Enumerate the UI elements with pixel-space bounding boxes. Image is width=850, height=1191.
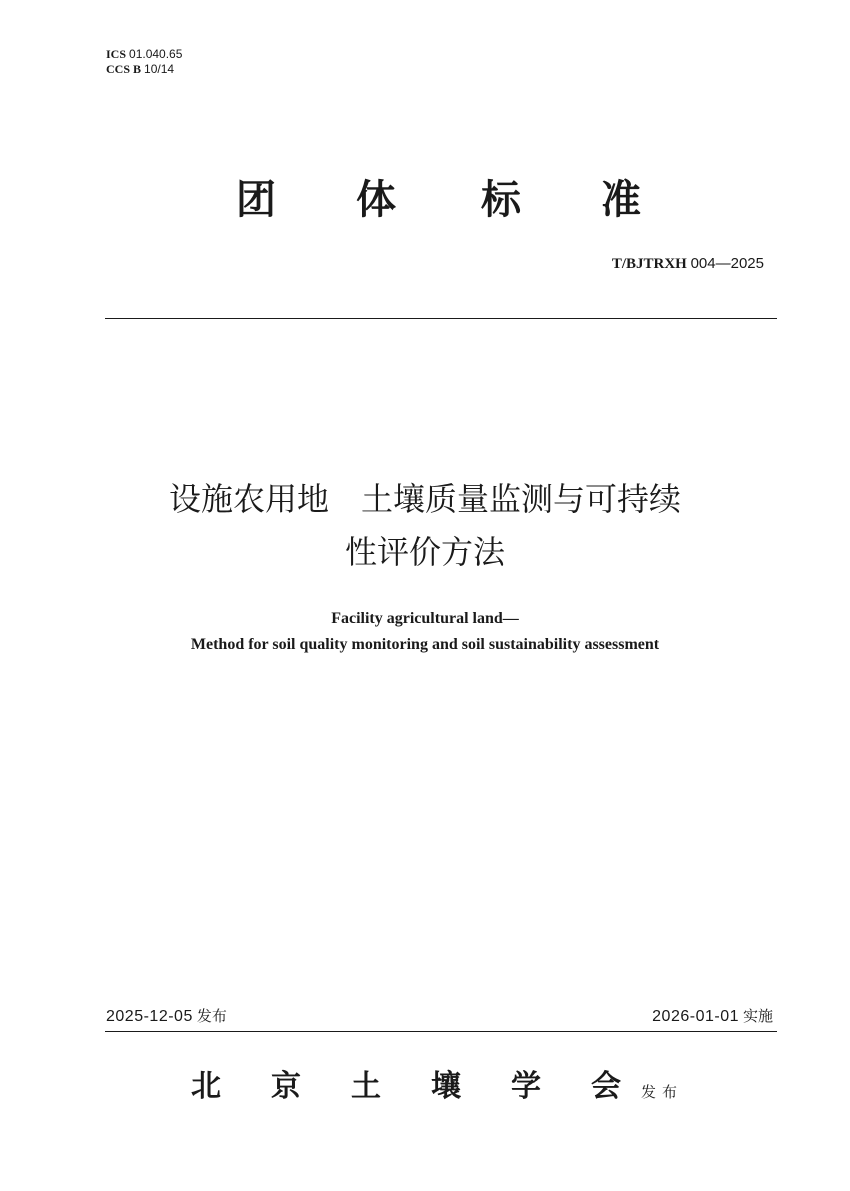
classification-codes (106, 47, 182, 77)
ics-code: 01.040.65 (129, 47, 183, 61)
standard-type-char: 标 (481, 177, 521, 223)
footer-divider (105, 1031, 777, 1032)
standard-type-heading (0, 172, 850, 232)
publisher-char: 会 (591, 1069, 621, 1104)
ccs-label: CCS B (106, 62, 142, 76)
standard-number-value: 004—2025 (690, 255, 764, 272)
english-title-line-1: Facility agricultural land— (331, 610, 519, 627)
chinese-title-line-2: 性评价方法 (344, 533, 505, 571)
standard-type-char: 团 (236, 177, 276, 223)
implementation-date-value: 2026-01-01 (652, 1008, 739, 1025)
standard-number-prefix: T/BJTRXH (611, 256, 687, 272)
publisher-char: 北 (191, 1069, 221, 1104)
english-title-line-2: Method for soil quality monitoring and soil sustainability assessment (190, 636, 660, 653)
publisher (0, 1065, 850, 1115)
publisher-char: 学 (511, 1069, 541, 1104)
issue-date-value: 2025-12-05 (106, 1008, 193, 1025)
standard-number (612, 255, 764, 273)
issue-date-label: 发布 (196, 1007, 227, 1025)
issue-date (106, 1005, 227, 1026)
publisher-char: 京 (271, 1069, 301, 1104)
ccs-code: 10/14 (144, 62, 175, 76)
chinese-title-line-1: 设施农用地 土壤质量监测与可持续 (168, 480, 681, 518)
standard-type-char: 准 (601, 177, 641, 223)
header-divider (105, 318, 777, 319)
implementation-date-label: 实施 (742, 1007, 773, 1025)
publisher-suffix: 发布 (641, 1083, 684, 1101)
publisher-char: 土 (351, 1069, 381, 1104)
ccs-line (106, 62, 182, 77)
publisher-char: 壤 (431, 1069, 461, 1104)
ics-line (106, 47, 182, 62)
implementation-date (652, 1005, 773, 1026)
standard-type-char: 体 (356, 177, 396, 223)
ics-label: ICS (106, 47, 127, 61)
